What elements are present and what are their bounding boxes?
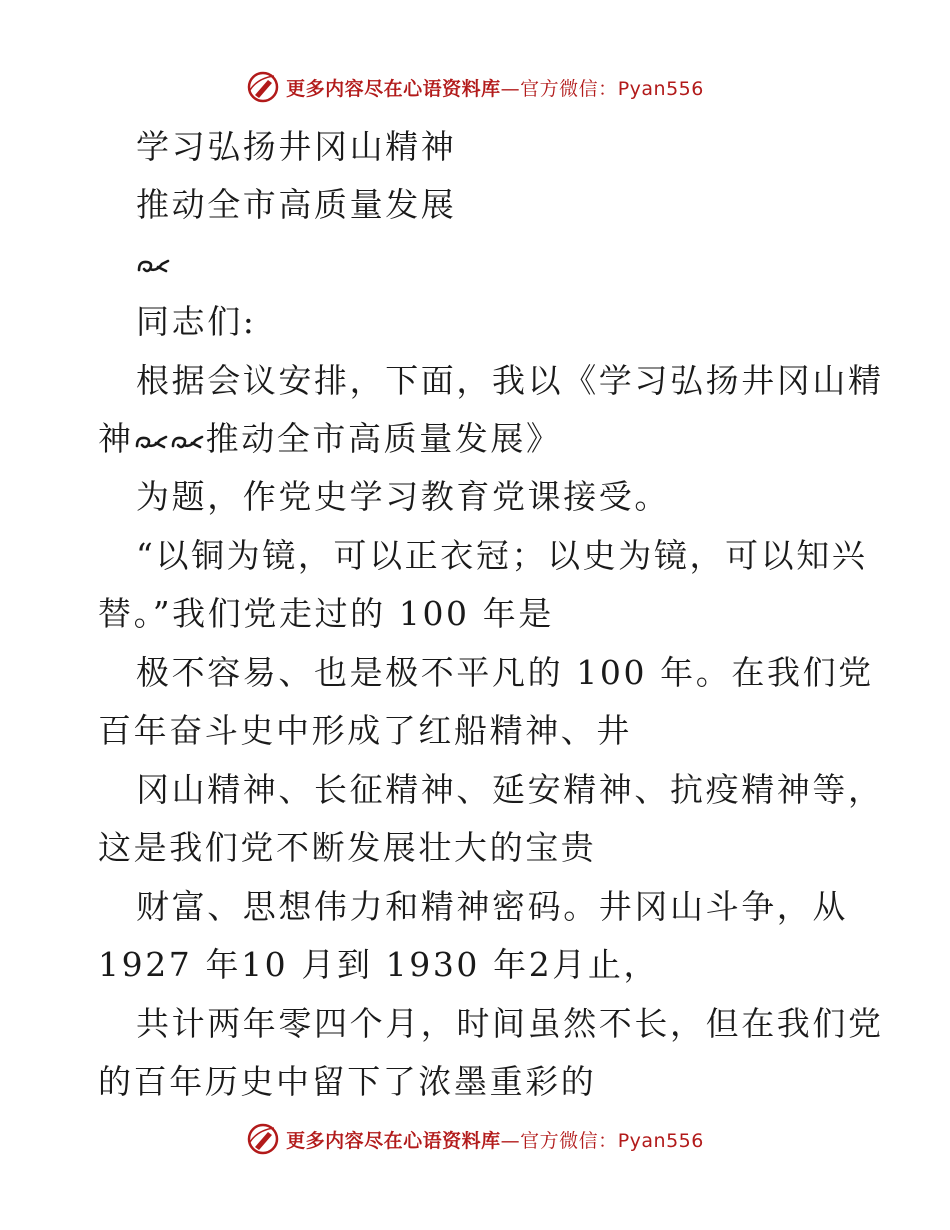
p5-line-1: 冈山精神、长征精神、延安精神、抗疫精神等， — [136, 770, 884, 809]
watermark-id: Pyan556 — [617, 77, 704, 100]
p1-line-1: 根据会议安排，下面，我以《学习弘扬井冈山精 — [136, 361, 884, 400]
pen-logo-icon — [246, 1122, 280, 1156]
ornament-icon — [136, 255, 170, 277]
watermark-label: 官方微信： — [520, 77, 618, 100]
watermark-separator: — — [500, 77, 521, 100]
p3-line-1: “以铜为镜，可以正衣冠；以史为镜，可以知兴 — [136, 536, 868, 575]
pen-logo-icon — [246, 70, 280, 104]
p2: 为题，作党史学习教育党课接受。 — [136, 477, 670, 516]
watermark-label: 官方微信： — [520, 1129, 618, 1152]
p7-line-1: 共计两年零四个月，时间虽然不长，但在我们党 — [136, 1004, 884, 1043]
p3-line-2: 替。”我们党走过的 100 年是 — [98, 594, 554, 633]
p1-line-2 — [98, 419, 562, 459]
watermark-separator: — — [500, 1129, 521, 1152]
p7-line-2: 的百年历史中留下了浓墨重彩的 — [98, 1062, 597, 1101]
ornament-icon — [170, 431, 204, 453]
footer-watermark — [0, 1122, 950, 1156]
watermark-main: 更多内容尽在心语资料库 — [286, 1129, 501, 1152]
ornament-line — [136, 243, 172, 283]
p1-line-2-end: 推动全市高质量发展》 — [205, 419, 562, 458]
p4-line-2: 百年奋斗史中形成了红船精神、井 — [98, 711, 632, 750]
watermark-text — [286, 74, 704, 101]
greeting: 同志们: — [136, 302, 257, 341]
p6-line-2: 1927 年10 月到 1930 年2月止， — [98, 945, 660, 984]
title-line-1: 学习弘扬井冈山精神 — [136, 127, 457, 166]
watermark-text — [286, 1126, 704, 1153]
p5-line-2: 这是我们党不断发展壮大的宝贵 — [98, 828, 597, 867]
p1-line-2-start: 神 — [98, 419, 134, 458]
p6-line-1: 财富、思想伟力和精神密码。井冈山斗争，从 — [136, 887, 848, 926]
title-line-2: 推动全市高质量发展 — [136, 185, 457, 224]
ornament-icon — [134, 431, 168, 453]
watermark-main: 更多内容尽在心语资料库 — [286, 77, 501, 100]
header-watermark — [0, 70, 950, 104]
watermark-id: Pyan556 — [617, 1129, 704, 1152]
p4-line-1: 极不容易、也是极不平凡的 100 年。在我们党 — [136, 653, 874, 692]
